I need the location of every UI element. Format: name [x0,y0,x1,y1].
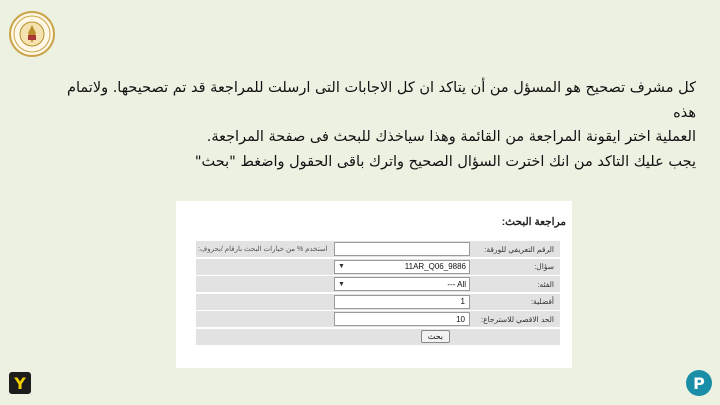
max-results-label: الحد الاقصي للاسترجاع: [472,311,560,327]
tracking-number-hint: استخدم % من خيارات البحث بارقام /بحروف: [196,241,330,257]
question-label: سؤال: [472,259,560,275]
tracking-number-cell [330,241,472,257]
panel-title: مراجعة البحث: [501,216,566,228]
category-cell [330,276,472,292]
form-row-category [196,276,560,292]
max-results-row-filler [196,311,330,327]
category-label: الفئه: [472,276,560,292]
priority-cell [330,294,472,310]
instructions-text [46,76,696,174]
search-review-panel [176,201,572,368]
form-row-question [196,259,560,275]
search-button[interactable]: بحث [421,330,450,343]
instructions-line-2: العملية اختر ايقونة المراجعة من القائمة وهذا سياخذك للبحث فى صفحة المراجعة. [206,129,696,145]
max-results-cell [330,311,472,327]
form-row-priority [196,294,560,310]
search-form [196,241,560,345]
pearson-logo: P [686,370,712,396]
question-select[interactable] [334,260,470,274]
form-row-tracking-number [196,241,560,257]
ministry-seal-logo [9,11,55,57]
category-row-filler [196,276,330,292]
category-select-value: --- All [447,279,466,289]
priority-row-filler [196,294,330,310]
form-row-max-results [196,311,560,327]
tracking-number-label: الرقم التعريفي للورقة: [472,241,560,257]
question-select-value: 11AR_Q06_9886 [404,262,466,271]
priority-input[interactable]: 1 [334,295,470,309]
instructions-line-1: كل مشرف تصحيح هو المسؤل من أن يتاكد ان كل الاجابات التى ارسلت للمراجعة قد تم تصحيحها. ولاتمام هذه [67,80,696,121]
chevron-down-icon: ▼ [338,263,345,270]
form-row-actions [196,329,560,345]
brand-y-logo: Y [9,372,31,394]
priority-label: أفضلية: [472,294,560,310]
question-row-filler [196,259,330,275]
category-select[interactable] [334,277,470,291]
question-cell [330,259,472,275]
chevron-down-icon: ▼ [338,280,345,288]
max-results-input[interactable]: 10 [334,312,470,326]
instructions-line-3: يجب عليك التاكد من انك اخترت السؤال الصحيح واترك باقى الحقول واضغط "بحث" [194,153,696,170]
tracking-number-input[interactable] [334,242,470,256]
